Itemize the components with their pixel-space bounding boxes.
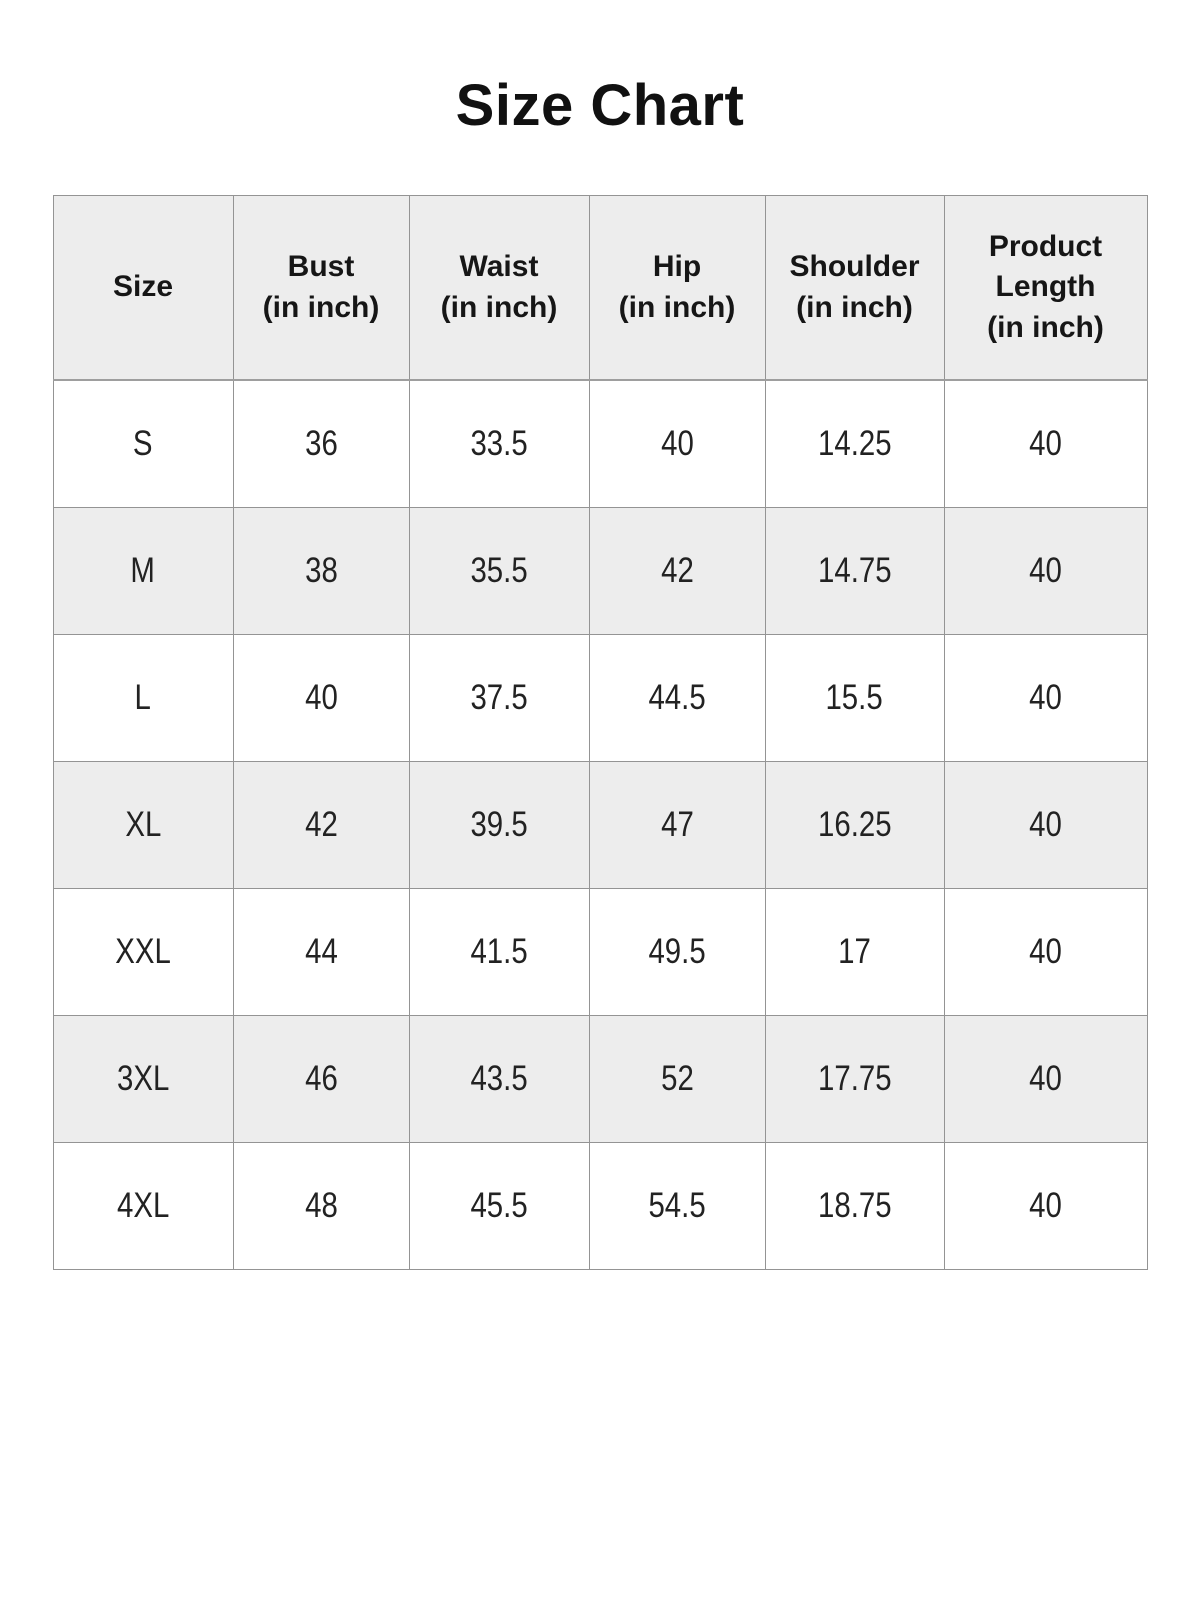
cell-waist	[409, 508, 589, 635]
row-xl	[53, 762, 1147, 889]
cell-bust	[233, 1016, 409, 1143]
header-label: Hip	[652, 250, 702, 283]
header-unit: (in inch)	[440, 290, 558, 324]
cell-value: 40	[1029, 678, 1062, 717]
cell-value: 37.5	[470, 678, 528, 717]
header-label: Size	[112, 270, 174, 304]
cell-bust	[233, 889, 409, 1016]
page-title: Size Chart	[455, 73, 745, 138]
size-label: 3XL	[116, 1059, 170, 1098]
cell-product-length	[944, 762, 1147, 889]
size-label: L	[134, 678, 152, 717]
header-label: Shoulder	[789, 250, 920, 283]
cell-value: 35.5	[470, 551, 528, 590]
cell-size	[53, 380, 233, 508]
cell-value: 40	[1029, 805, 1062, 844]
cell-value: 17	[838, 932, 871, 971]
size-label: M	[130, 551, 156, 590]
cell-value: 42	[660, 551, 694, 590]
header-unit: (in inch)	[618, 290, 736, 324]
cell-value: 14.25	[817, 424, 892, 463]
cell-hip	[589, 635, 765, 762]
cell-product-length	[944, 380, 1147, 508]
cell-value: 46	[304, 1059, 338, 1098]
cell-size	[53, 889, 233, 1016]
size-label: XXL	[115, 932, 171, 971]
header-unit: (in inch)	[262, 290, 380, 324]
cell-value: 40	[1029, 551, 1062, 590]
header-label: Bust	[287, 250, 355, 283]
cell-value: 52	[660, 1059, 694, 1098]
row-xxl	[53, 889, 1147, 1016]
cell-shoulder	[765, 1016, 944, 1143]
cell-value: 54.5	[648, 1186, 706, 1225]
cell-value: 36	[304, 424, 338, 463]
cell-size	[53, 508, 233, 635]
row-4xl	[53, 1143, 1147, 1270]
cell-value: 18.75	[817, 1186, 892, 1225]
cell-hip	[589, 380, 765, 508]
cell-value: 15.5	[825, 678, 884, 717]
cell-bust	[233, 1143, 409, 1270]
cell-size	[53, 1143, 233, 1270]
cell-hip	[589, 889, 765, 1016]
cell-shoulder	[765, 1143, 944, 1270]
cell-shoulder	[765, 762, 944, 889]
cell-bust	[233, 508, 409, 635]
header-label: Product Length	[988, 229, 1103, 304]
cell-value: 49.5	[648, 932, 706, 971]
cell-size	[53, 762, 233, 889]
cell-waist	[409, 889, 589, 1016]
header-unit: (in inch)	[796, 290, 913, 324]
cell-waist	[409, 380, 589, 508]
cell-value: 44.5	[648, 678, 706, 717]
col-header-size	[53, 196, 233, 381]
cell-value: 40	[1029, 1186, 1062, 1225]
header-row	[53, 196, 1147, 381]
col-header-shoulder	[765, 196, 944, 381]
cell-value: 42	[304, 805, 338, 844]
cell-shoulder	[765, 508, 944, 635]
cell-shoulder	[765, 380, 944, 508]
cell-value: 14.75	[817, 551, 892, 590]
col-header-product-length	[944, 196, 1147, 381]
cell-waist	[409, 762, 589, 889]
cell-product-length	[944, 889, 1147, 1016]
header-label: Waist	[459, 250, 539, 283]
cell-value: 44	[304, 932, 338, 971]
cell-shoulder	[765, 635, 944, 762]
cell-value: 48	[304, 1186, 338, 1225]
cell-value: 40	[304, 678, 338, 717]
cell-value: 41.5	[470, 932, 528, 971]
cell-value: 16.25	[817, 805, 892, 844]
cell-bust	[233, 635, 409, 762]
cell-bust	[233, 380, 409, 508]
cell-value: 38	[304, 551, 338, 590]
cell-hip	[589, 1143, 765, 1270]
size-label: S	[133, 424, 153, 463]
cell-value: 17.75	[817, 1059, 892, 1098]
cell-hip	[589, 1016, 765, 1143]
row-s	[53, 380, 1147, 508]
cell-product-length	[944, 1016, 1147, 1143]
row-l	[53, 635, 1147, 762]
cell-product-length	[944, 1143, 1147, 1270]
cell-product-length	[944, 508, 1147, 635]
col-header-hip	[589, 196, 765, 381]
cell-value: 40	[1029, 424, 1062, 463]
cell-value: 33.5	[470, 424, 528, 463]
cell-waist	[409, 1143, 589, 1270]
cell-value: 40	[1029, 1059, 1062, 1098]
cell-value: 47	[660, 805, 694, 844]
cell-size	[53, 1016, 233, 1143]
cell-waist	[409, 635, 589, 762]
size-label: 4XL	[116, 1186, 170, 1225]
row-m	[53, 508, 1147, 635]
cell-value: 40	[1029, 932, 1062, 971]
cell-size	[53, 635, 233, 762]
cell-bust	[233, 762, 409, 889]
cell-value: 40	[660, 424, 694, 463]
cell-shoulder	[765, 889, 944, 1016]
cell-hip	[589, 508, 765, 635]
col-header-bust	[233, 196, 409, 381]
col-header-waist	[409, 196, 589, 381]
row-3xl	[53, 1016, 1147, 1143]
cell-value: 39.5	[470, 805, 528, 844]
cell-value: 43.5	[470, 1059, 528, 1098]
cell-hip	[589, 762, 765, 889]
cell-product-length	[944, 635, 1147, 762]
cell-waist	[409, 1016, 589, 1143]
cell-value: 45.5	[470, 1186, 528, 1225]
size-chart-table	[53, 195, 1148, 1270]
header-unit: (in inch)	[987, 310, 1104, 344]
size-label: XL	[125, 805, 161, 844]
